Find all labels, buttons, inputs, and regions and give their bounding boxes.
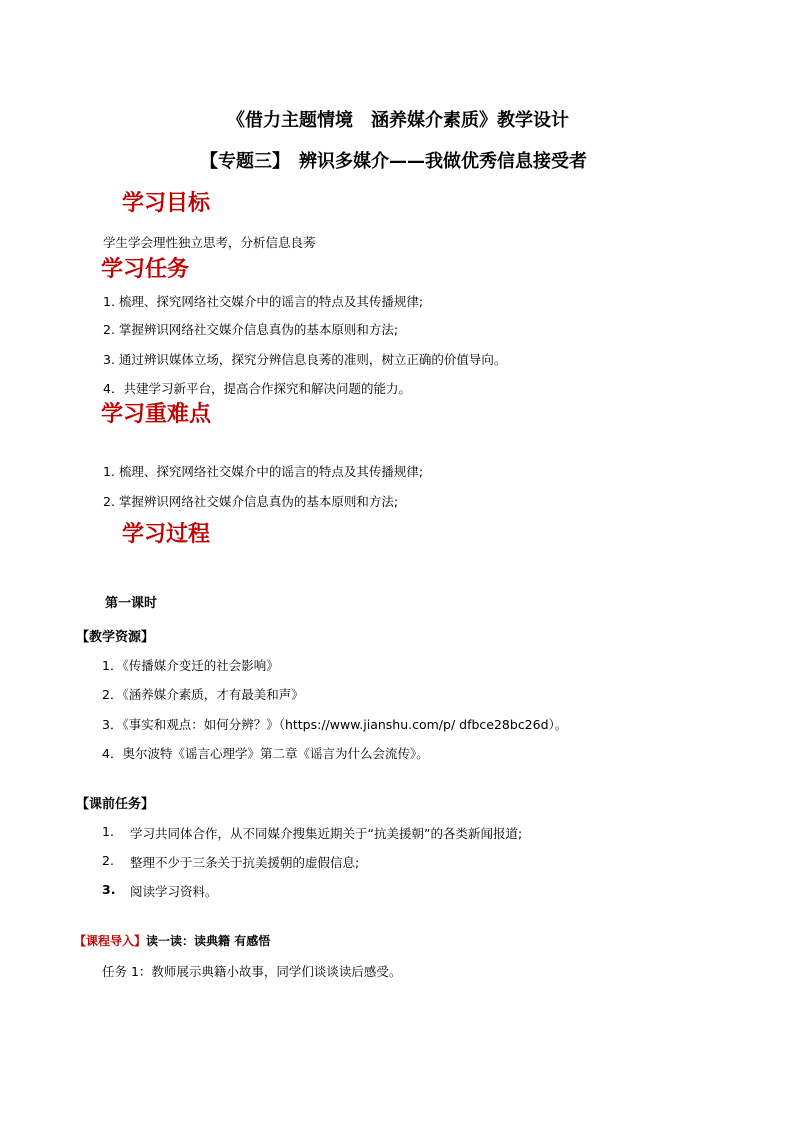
tasks-item-4: 4．共建学习新平台，提高合作探究和解决问题的能力。 (103, 381, 411, 396)
pre-class-item-2-text: 整理不少于三条关于抗美援朝的虚假信息; (130, 855, 360, 870)
objectives-heading: 学习目标 (122, 190, 211, 216)
pre-class-label: 【课前任务】 (76, 797, 155, 812)
intro-task: 任务 1：教师展示典籍小故事，同学们谈谈读后感受。 (102, 964, 402, 979)
tasks-item-1: 1. 梳理、探究网络社交媒介中的谣言的特点及其传播规律; (103, 294, 424, 309)
process-heading: 学习过程 (122, 521, 211, 547)
key-points-heading: 学习重难点 (101, 401, 212, 427)
tasks-item-3: 3. 通过辨识媒体立场，探究分辨信息良莠的准则，树立正确的价值导向。 (103, 352, 507, 367)
pre-class-item-3-num: 3. (102, 882, 116, 897)
resources-item-3: 3．《事实和观点：如何分辨？》（https://www.jianshu.com/p/ dfbce28bc26d）。 (102, 717, 568, 732)
tasks-heading: 学习任务 (101, 256, 190, 282)
tasks-item-2: 2. 掌握辨识网络社交媒介信息真伪的基本原则和方法; (103, 322, 399, 337)
intro-label-black: 读一读：读典籍 有感悟 (146, 934, 271, 948)
pre-class-item-2-num: 2. (102, 853, 114, 868)
intro-label-red: 【课程导入】 (74, 934, 147, 948)
key-points-item-1: 1. 梳理、探究网络社交媒介中的谣言的特点及其传播规律; (103, 464, 424, 479)
objectives-text: 学生学会理性独立思考，分析信息良莠 (103, 235, 316, 250)
resources-item-1: 1．《传播媒介变迁的社会影响》 (102, 658, 279, 673)
lesson-label: 第一课时 (105, 596, 158, 611)
pre-class-item-3-text: 阅读学习资料。 (130, 884, 218, 899)
pre-class-item-1-num: 1. (102, 824, 114, 839)
resources-item-4: 4．奥尔波特《谣言心理学》第二章《谣言为什么会流传》。 (102, 746, 429, 761)
intro-label (74, 932, 270, 949)
pre-class-item-1-text: 学习共同体合作，从不同媒介搜集近期关于“抗美援朝”的各类新闻报道; (130, 826, 523, 841)
resources-item-2: 2．《涵养媒介素质，才有最美和声》 (102, 687, 304, 702)
resources-label: 【教学资源】 (76, 630, 155, 645)
document-title: 《借力主题情境 涵养媒介素质》教学设计 (227, 110, 569, 131)
key-points-item-2: 2. 掌握辨识网络社交媒介信息真伪的基本原则和方法; (103, 494, 399, 509)
document-subtitle: 【专题三】 辨识多媒介——我做优秀信息接受者 (200, 151, 587, 172)
